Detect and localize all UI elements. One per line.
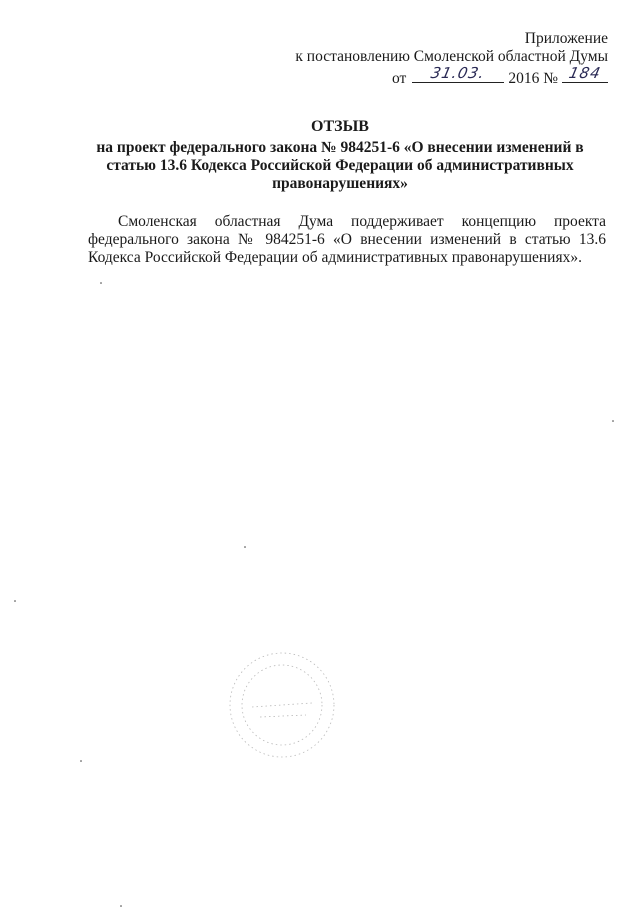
heading-line-3: правонарушениях» bbox=[272, 175, 408, 192]
number-blank bbox=[562, 66, 608, 83]
appendix-resolution-ref: к постановлению Смоленской областной Думы bbox=[295, 48, 608, 65]
date-blank bbox=[412, 66, 504, 83]
document-title: ОТЗЫВ bbox=[311, 118, 369, 135]
handwritten-date: 31.03. bbox=[429, 64, 488, 82]
appendix-date-line bbox=[295, 66, 608, 88]
faint-stamp-icon bbox=[222, 645, 342, 765]
document-heading bbox=[70, 118, 610, 193]
body-paragraph-text: Смоленская областная Дума поддерживает концепцию проекта федерального закона № 984251-6 «О внесении изменений в статью 13.6 Кодекса Российской Федерации об административных правонарушениях». bbox=[88, 213, 606, 266]
appendix-title: Приложение bbox=[524, 30, 608, 47]
from-label: от bbox=[392, 70, 407, 87]
heading-line-2: статью 13.6 Кодекса Российской Федерации об административных bbox=[106, 157, 574, 174]
handwritten-number: 184 bbox=[567, 64, 603, 82]
heading-line-1: на проект федерального закона № 984251-6 «О внесении изменений в bbox=[96, 139, 584, 156]
body-paragraph bbox=[88, 213, 606, 267]
year-number-label: 2016 № bbox=[508, 70, 558, 87]
appendix-block bbox=[295, 30, 608, 88]
